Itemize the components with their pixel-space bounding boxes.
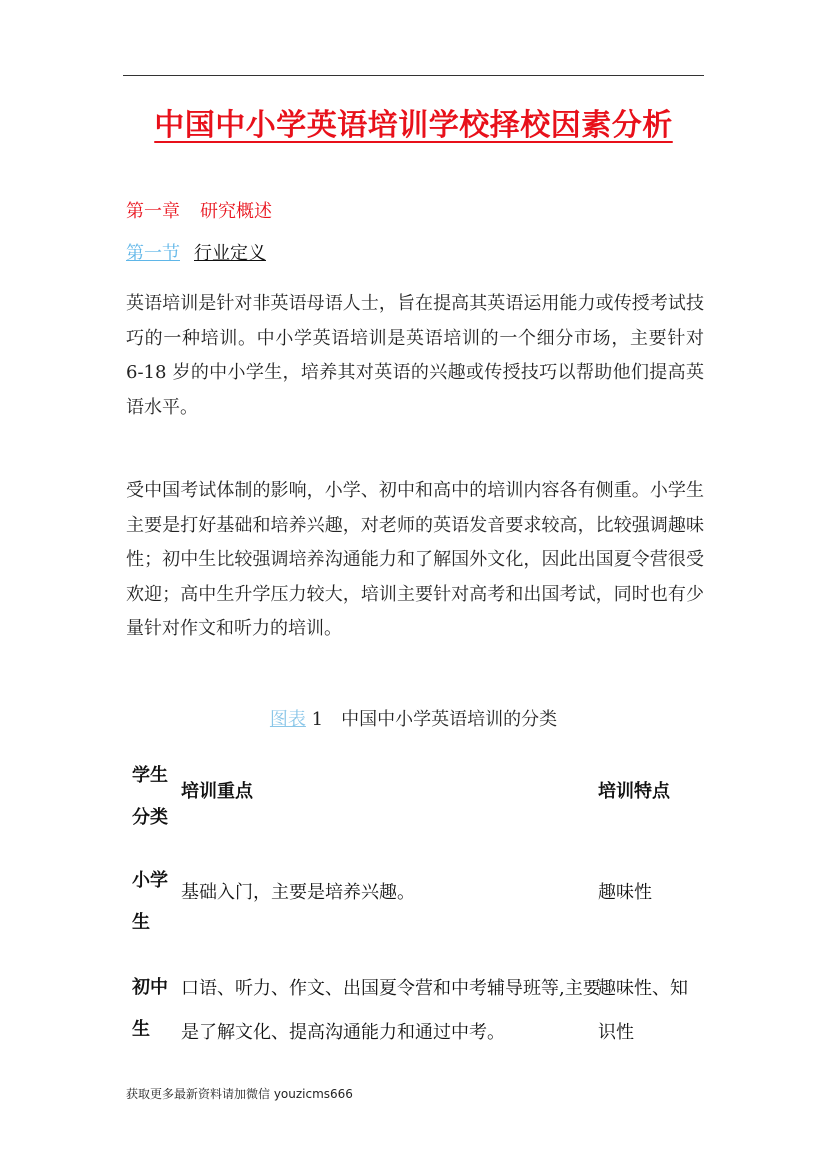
footer-note: 获取更多最新资料请加微信 youzicms666 — [126, 1087, 353, 1101]
table-header-row — [126, 755, 704, 845]
header-focus: 培训重点 — [181, 781, 253, 802]
figure-number: 1 — [311, 709, 324, 730]
row-feature: 趣味性 — [598, 882, 652, 903]
chapter-name: 研究概述 — [200, 201, 272, 222]
section-number-link[interactable]: 第一节 — [126, 243, 180, 264]
row-category: 初中生 — [132, 977, 168, 1040]
header-rule — [123, 75, 704, 76]
section-heading — [126, 239, 266, 265]
figure-label-link[interactable]: 图表 — [269, 709, 306, 730]
header-category: 学生分类 — [132, 765, 168, 828]
figure-caption-text: 中国中小学英语培训的分类 — [341, 709, 558, 730]
paragraph-exam-system: 受中国考试体制的影响，小学、初中和高中的培训内容各有侧重。小学生主要是打好基础和培养兴趣，对老师的英语发音要求较高，比较强调趣味性；初中生比较强调培养沟通能力和了解国外文化，因此出国夏令营很受欢迎；高中生升学压力较大，培训主要针对高考和出国考试，同时也有少量针对作文和听力的培训。 — [126, 480, 704, 639]
table-row — [126, 860, 704, 960]
header-feature: 培训特点 — [598, 781, 670, 802]
row-feature: 趣味性、知识性 — [598, 978, 688, 1043]
row-focus: 口语、听力、作文、出国夏令营和中考辅导班等,主要是了解文化、提高沟通能力和通过中考。 — [181, 978, 601, 1043]
classification-table — [126, 755, 704, 1045]
section-name: 行业定义 — [194, 243, 266, 264]
table-row — [126, 967, 704, 1067]
row-category: 小学生 — [132, 870, 168, 933]
chapter-heading — [126, 197, 272, 223]
paragraph-definition: 英语培训是针对非英语母语人士，旨在提高其英语运用能力或传授考试技巧的一种培训。中小学英语培训是英语培训的一个细分市场，主要针对 6-18 岁的中小学生，培养其对英语的兴趣或传授技巧以帮助他们提高英语水平。 — [126, 293, 704, 418]
row-focus: 基础入门，主要是培养兴趣。 — [181, 882, 415, 903]
document-title: 中国中小学英语培训学校择校因素分析 — [154, 108, 673, 143]
figure-caption — [0, 705, 827, 731]
chapter-number: 第一章 — [126, 201, 180, 222]
